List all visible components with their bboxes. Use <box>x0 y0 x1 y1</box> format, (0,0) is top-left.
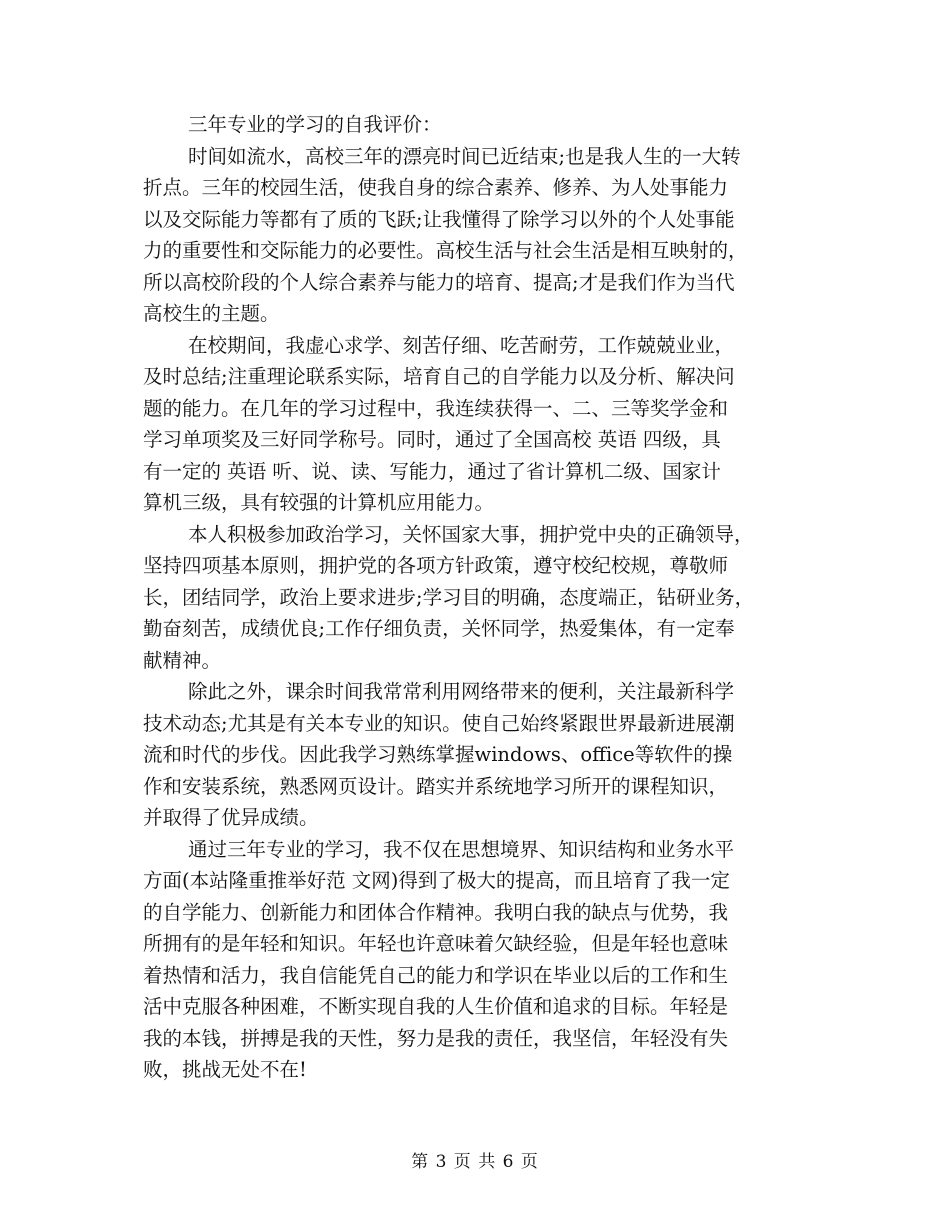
paragraph-line: 流和时代的步伐。因此我学习熟练掌握windows、office等软件的操 <box>143 743 733 766</box>
paragraph-line: 勤奋刻苦，成绩优良;工作仔细负责，关怀同学，热爱集体，有一定奉 <box>143 617 735 640</box>
paragraph-2 <box>143 330 808 519</box>
paragraph-line: 题的能力。在几年的学习过程中，我连续获得一、二、三等奖学金和 <box>143 396 729 420</box>
paragraph-line: 除此之外，课余时间我常常利用网络带来的便利，关注最新科学 <box>188 680 735 703</box>
page-number-footer: 第 3 页 共 6 页 <box>411 1152 539 1172</box>
document-heading: 三年专业的学习的自我评价： <box>188 113 442 136</box>
document-body <box>143 109 808 1086</box>
paragraph-line: 的自学能力、创新能力和团体合作精神。我明白我的缺点与优势，我 <box>143 900 729 924</box>
paragraph-line: 时间如流水，高校三年的漂亮时间已近结束;也是我人生的一大转 <box>188 144 741 168</box>
paragraph-line: 本人积极参加政治学习，关怀国家大事，拥护党中央的正确领导， <box>188 522 754 546</box>
paragraph-3 <box>143 519 808 677</box>
paragraph-line: 活中克服各种困难，不断实现自我的人生价值和追求的目标。年轻是 <box>143 995 729 1018</box>
paragraph-line: 算机三级，具有较强的计算机应用能力。 <box>143 491 495 514</box>
paragraph-line: 力的重要性和交际能力的必要性。高校生活与社会生活是相互映射的， <box>143 239 748 262</box>
paragraph-line: 通过三年专业的学习，我不仅在思想境界、知识结构和业务水平 <box>188 837 735 861</box>
paragraph-line: 长，团结同学，政治上要求进步;学习目的明确，态度端正，钻研业务， <box>143 585 755 609</box>
paragraph-line: 所以高校阶段的个人综合素养与能力的培育、提高;才是我们作为当代 <box>143 270 735 294</box>
paragraph-line: 献精神。 <box>143 648 222 672</box>
paragraph-line: 技术动态;尤其是有关本专业的知识。使自己始终紧跟世界最新进展潮 <box>143 711 735 735</box>
paragraph-line: 及时总结;注重理论联系实际，培育自己的自学能力以及分析、解决问 <box>143 365 735 388</box>
paragraph-line: 方面(本站隆重推举好范 文网)得到了极大的提高，而且培育了我一定 <box>143 869 730 892</box>
paragraph-line: 在校期间，我虚心求学、刻苦仔细、吃苦耐劳，工作兢兢业业， <box>188 333 735 357</box>
paragraph-line: 所拥有的是年轻和知识。年轻也许意味着欠缺经验，但是年轻也意味 <box>143 932 729 955</box>
paragraph-line: 作和安装系统，熟悉网页设计。踏实并系统地学习所开的课程知识， <box>143 774 729 798</box>
paragraph-line: 高校生的主题。 <box>143 302 280 325</box>
paragraph-4 <box>143 676 808 834</box>
paragraph-line: 并取得了优异成绩。 <box>143 806 319 829</box>
paragraph-line: 以及交际能力等都有了质的飞跃;让我懂得了除学习以外的个人处事能 <box>143 207 735 231</box>
paragraph-line: 着热情和活力，我自信能凭自己的能力和学识在毕业以后的工作和生 <box>143 963 729 987</box>
paragraph-1 <box>143 141 808 330</box>
paragraph-5 <box>143 834 808 1086</box>
paragraph-line: 有一定的 英语 听、说、读、写能力，通过了省计算机二级、国家计 <box>143 459 721 483</box>
paragraph-line: 败，挑战无处不在! <box>143 1058 307 1081</box>
paragraph-line: 坚持四项基本原则，拥护党的各项方针政策，遵守校纪校规，尊敬师 <box>143 554 729 577</box>
paragraph-line: 我的本钱，拼搏是我的天性，努力是我的责任，我坚信，年轻没有失 <box>143 1026 729 1050</box>
paragraph-line: 学习单项奖及三好同学称号。同时，通过了全国高校 英语 四级，具 <box>143 428 721 451</box>
paragraph-line: 折点。三年的校园生活，使我自身的综合素养、修养、为人处事能力 <box>143 176 729 199</box>
